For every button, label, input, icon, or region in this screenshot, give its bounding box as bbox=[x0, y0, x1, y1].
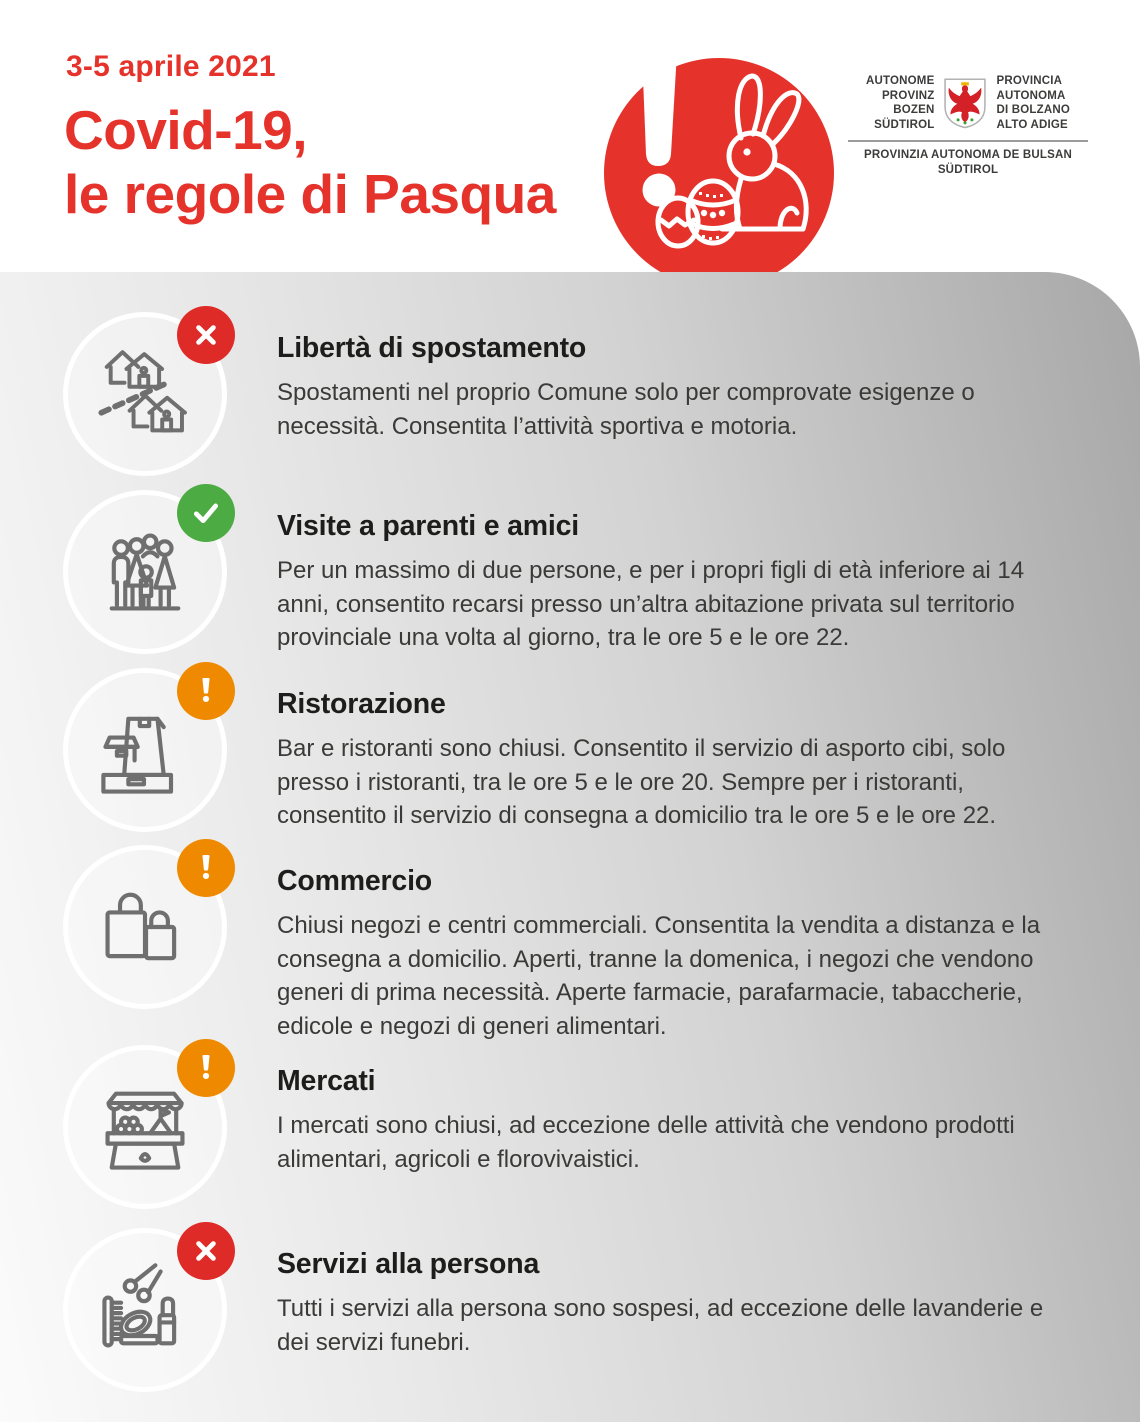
page-title bbox=[64, 98, 556, 226]
x-icon bbox=[177, 306, 235, 364]
section-body: I mercati sono chiusi, ad eccezione delle attività che vendono prodotti alimentari, agricoli e florovivaistici. bbox=[277, 1112, 1015, 1173]
section-body: Chiusi negozi e centri commerciali. Consentita la vendita a distanza e la consegna a domicilio. Aperti, tranne la domenica, i negozi che vendono generi di prima necessità. Aperte farmacie, parafarmacie, tabaccherie, edicole e negozi di generi alimentari. bbox=[277, 912, 1041, 1040]
poster-date: 3-5 aprile 2021 bbox=[66, 50, 276, 83]
exclamation-icon bbox=[177, 662, 235, 720]
section-body: Tutti i servizi alla persona sono sospesi, ad eccezione delle lavanderie e dei servizi funebri. bbox=[277, 1295, 1044, 1356]
exclamation-icon bbox=[177, 839, 235, 897]
section-body: Spostamenti nel proprio Comune solo per comprovate esigenze o necessità. Consentita l’attività sportiva e motoria. bbox=[277, 379, 975, 440]
x-icon bbox=[177, 1222, 235, 1280]
section-mercati bbox=[63, 1045, 1140, 1209]
section-liberta-di-spostamento bbox=[63, 312, 1140, 476]
logo-text-ladin: PROVINZIA AUTONOMA DE BULSAN SÜDTIROL bbox=[864, 149, 1072, 176]
check-icon bbox=[177, 484, 235, 542]
exclamation-icon bbox=[177, 1039, 235, 1097]
page-title-line1: Covid-19, bbox=[64, 99, 308, 161]
section-title: Ristorazione bbox=[277, 688, 446, 720]
logo-text-german: AUTONOME PROVINZ BOZEN SÜDTIROL bbox=[865, 75, 935, 131]
section-title: Visite a parenti e amici bbox=[277, 510, 579, 542]
section-body: Bar e ristoranti sono chiusi. Consentito il servizio di asporto cibi, solo presso i ristoranti, tra le ore 5 e le ore 20. Sempre per i ristoranti, consentito il servizio di consegna a domicilio tra le ore 5 e le ore 22. bbox=[277, 735, 1006, 829]
section-title: Commercio bbox=[277, 865, 432, 897]
section-servizi-alla-persona bbox=[63, 1228, 1140, 1392]
section-body: Per un massimo di due persone, e per i propri figli di età inferiore ai 14 anni, consentito recarsi presso un’altra abitazione privata sul territorio provinciale una volta al giorno, tra le ore 5 e le ore 22. bbox=[277, 557, 1025, 651]
province-logo bbox=[848, 74, 1088, 177]
page-title-line2: le regole di Pasqua bbox=[64, 163, 556, 225]
logo-text-italian: PROVINCIA AUTONOMA DI BOLZANO ALTO ADIGE bbox=[996, 75, 1071, 131]
easter-bunny-eggs-alert-icon bbox=[604, 52, 834, 288]
rules-panel bbox=[0, 272, 1140, 1422]
section-title: Libertà di spostamento bbox=[277, 332, 587, 364]
south-tyrol-eagle-crest-icon bbox=[942, 75, 988, 131]
section-title: Servizi alla persona bbox=[277, 1248, 540, 1280]
section-visite-a-parenti-e-amici bbox=[63, 490, 1140, 655]
logo-divider bbox=[848, 140, 1088, 142]
section-ristorazione bbox=[63, 668, 1140, 833]
section-title: Mercati bbox=[277, 1065, 376, 1097]
section-commercio bbox=[63, 845, 1140, 1043]
